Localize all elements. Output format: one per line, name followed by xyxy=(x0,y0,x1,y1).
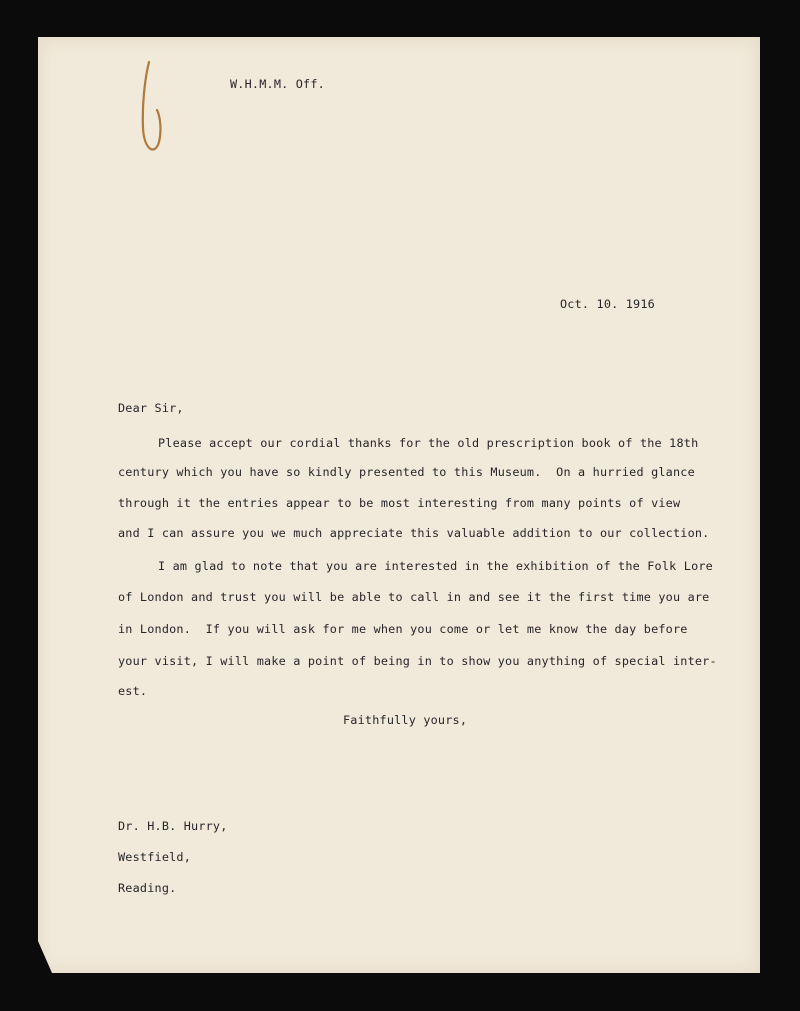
body-line: in London. If you will ask for me when you come or let me know the day before xyxy=(118,622,688,636)
closing: Faithfully yours, xyxy=(343,713,468,727)
body-line: of London and trust you will be able to call in and see it the first time you are xyxy=(118,590,710,604)
address-line: Dr. H.B. Hurry, xyxy=(118,819,228,833)
address-line: Westfield, xyxy=(118,850,192,864)
body-line: and I can assure you we much appreciate this valuable addition to our collection. xyxy=(118,526,710,540)
body-line: est. xyxy=(118,684,148,698)
body-line: century which you have so kindly presented to this Museum. On a hurried glance xyxy=(118,465,695,479)
body-line: I am glad to note that you are interested in the exhibition of the Folk Lore xyxy=(158,559,713,573)
body-line: your visit, I will make a point of being in to show you anything of special inter- xyxy=(118,654,717,668)
letter-date: Oct. 10. 1916 xyxy=(560,297,655,311)
salutation: Dear Sir, xyxy=(118,401,184,415)
page-corner-fold xyxy=(38,941,52,973)
body-line: through it the entries appear to be most interesting from many points of view xyxy=(118,496,681,510)
pencil-mark-six xyxy=(138,58,168,158)
body-line: Please accept our cordial thanks for the old prescription book of the 18th xyxy=(158,436,699,450)
address-line: Reading. xyxy=(118,881,177,895)
header-reference: W.H.M.M. Off. xyxy=(230,77,325,91)
